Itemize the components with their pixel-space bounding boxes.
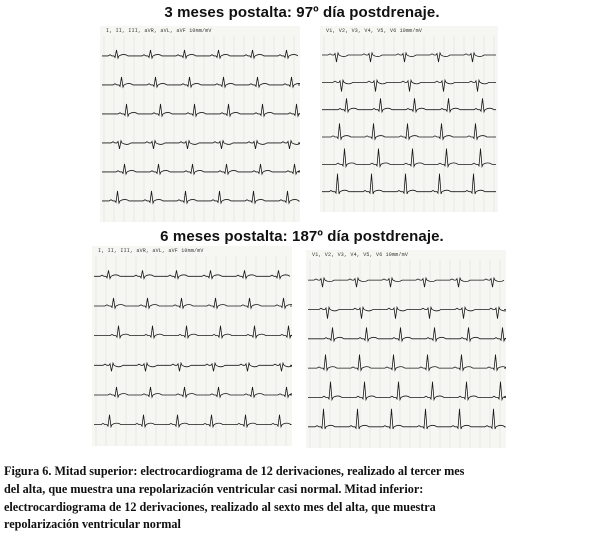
- ecg-trace: [308, 409, 505, 429]
- ecg-bottom-limb-label: I, II, III, aVR, aVL, aVF 10mm/mV: [98, 248, 204, 254]
- caption-line: electrocardiograma de 12 derivaciones, realizado al sexto mes del alta, que muestra: [4, 499, 436, 514]
- ecg-top-precordial-leads: [320, 26, 498, 212]
- ecg-top-limb-leads: [100, 26, 300, 222]
- ecg-trace: [102, 191, 299, 203]
- ecg-bottom-precordial-label: V1, V2, V3, V4, V5, V6 10mm/mV: [312, 252, 409, 258]
- ecg-trace: [322, 123, 496, 139]
- caption-line: del alta, que muestra una repolarización ventricular casi normal. Mitad inferior:: [4, 481, 424, 496]
- ecg-trace: [102, 141, 300, 149]
- caption-line: Figura 6. Mitad superior: electrocardiograma de 12 derivaciones, realizado al tercer mes: [4, 464, 465, 478]
- bottom-section-title: 6 meses postalta: 187º día postdrenaje.: [160, 228, 444, 245]
- ecg-trace: [94, 270, 290, 278]
- ecg-trace: [308, 382, 506, 400]
- ecg-trace: [102, 77, 300, 87]
- ecg-trace: [322, 80, 496, 91]
- caption-line: repolarización ventricular normal: [4, 517, 181, 532]
- ecg-trace: [322, 174, 496, 194]
- ecg-trace: [102, 104, 300, 116]
- ecg-trace: [308, 327, 506, 341]
- ecg-trace: [322, 98, 496, 112]
- ecg-trace: [102, 164, 300, 174]
- ecg-trace: [94, 326, 292, 338]
- ecg-bottom-limb-traces: [92, 246, 292, 446]
- ecg-trace: [308, 278, 504, 287]
- ecg-top-limb-label: I, II, III, aVR, aVL, aVF 10mm/mV: [106, 28, 212, 34]
- ecg-top-precordial-traces: [320, 26, 498, 212]
- ecg-trace: [322, 53, 496, 62]
- ecg-bottom-limb-leads: [92, 246, 292, 446]
- ecg-bottom-precordial-traces: [306, 250, 506, 448]
- ecg-trace: [308, 355, 506, 371]
- figure-caption: [4, 463, 600, 534]
- ecg-trace: [308, 307, 506, 318]
- ecg-trace: [94, 387, 292, 397]
- ecg-trace: [94, 298, 292, 308]
- ecg-top-precordial-label: V1, V2, V3, V4, V5, V6 10mm/mV: [326, 28, 423, 34]
- ecg-trace: [94, 363, 292, 371]
- ecg-trace: [94, 415, 291, 427]
- ecg-trace: [102, 50, 298, 58]
- ecg-trace: [322, 149, 496, 167]
- ecg-top-limb-traces: [100, 26, 300, 222]
- ecg-bottom-precordial-leads: [306, 250, 506, 448]
- top-section-title: 3 meses postalta: 97º día postdrenaje.: [164, 4, 440, 21]
